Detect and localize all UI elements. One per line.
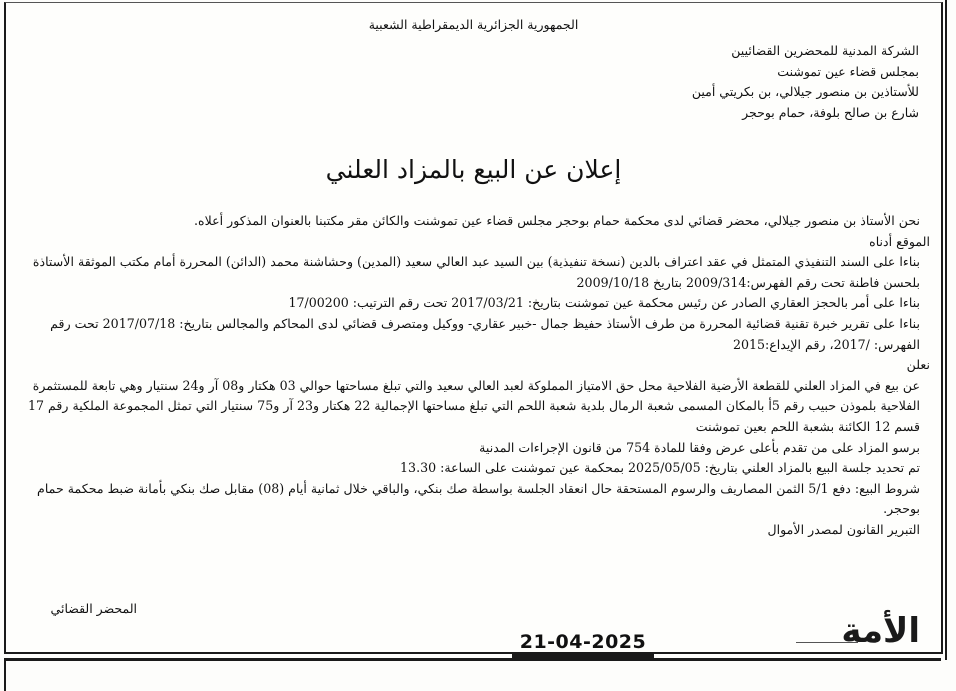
firm-address-block xyxy=(499,41,919,123)
intro-paragraph: نحن الأستاذ بن منصور جيلالي، محضر قضائي لدى محكمة حمام بوحجر مجلس قضاء عين تموشنت والكائن مقر مكتبنا بالعنوان المذكور أعلاه. xyxy=(194,213,920,228)
firm-line: للأستاذين بن منصور جيلالي، بن بكريتي أمين xyxy=(691,84,919,99)
announce-word: نعلن xyxy=(906,357,930,373)
firm-line: الشركة المدنية للمحضرين القضائيين xyxy=(731,43,919,58)
paragraph-funds-justification: التبرير القانون لمصدر الأموال xyxy=(767,521,920,537)
newspaper-logo-text: الأمة xyxy=(841,611,920,651)
paragraph-sale-conditions: شروط البيع: دفع 5/1 الثمن المصاريف والرسوم المستحقة حال انعقاد الجلسة بواسطة صك بنكي، والباقي خلال ثمانية أيام (08) مقابل صك بنكي بأمانة ضبط محكمة حمام بوحجر. xyxy=(37,480,920,517)
paragraph-property-description: عن بيع في المزاد العلني للقطعة الأرضية الفلاحية محل حق الامتياز المملوكة لعبد العالي سعيد والتي تبلغ مساحتها حوالي 03 هكتار و08 آر و24 سنتيار وهي تابعة للمستثمرة الفلاحية بلموذن حبيب رقم 5أ بالمكان المسمى شعبة الرمال بلدية شعبة اللحم التي تبلغ مساحتها الإجمالية 22 هكتار و23 آر و75 سنتيار التي تمثل المجموعة الملكية رقم 17 قسم 12 الكائنة بشعبة اللحم بعين تموشنت xyxy=(27,377,920,434)
announcement-title: إعلان عن البيع بالمزاد العلني xyxy=(325,155,622,184)
paragraph-seizure-order: بناءا على أمر بالحجز العقاري الصادر عن رئيس محكمة عين تموشنت بتاريخ: 2017/03/21 تحت رقم الترتيب: 17/00200 xyxy=(288,295,920,311)
logo-tagline-decoration xyxy=(796,642,858,649)
adjacent-column-border xyxy=(945,0,951,660)
paragraph-bid-award: برسو المزاد على من تقدم بأعلى عرض وفقا للمادة 754 من قانون الإجراءات المدنية xyxy=(479,439,920,455)
paragraph-expert-report: بناءا على تقرير خبرة تقنية قضائية المحررة من طرف الأستاذ حفيظ جمال -خبير عقاري- ووكيل ومتصرف قضائي لدى المحاكم والمجالس بتاريخ: 2017/07/18 تحت رقم الفهرس: /2017، رقم الإيداع:2015 xyxy=(50,315,920,352)
next-announcement-border xyxy=(4,658,941,691)
announcement-frame xyxy=(4,2,943,654)
announcement-body xyxy=(18,211,930,541)
republic-header: الجمهورية الجزائرية الديمقراطية الشعبية xyxy=(368,17,579,32)
paragraph-enforcement-title: بناءا على السند التنفيذي المتمثل في عقد اعتراف بالدين (نسخة تنفيذية) بين السيد عبد العالي سعيد (المدين) وحشاشنة محمد (الدائن) المحررة أمام مكتب الموثقة الأستاذة بلحسن فاطنة تحت رقم الفهرس:2009/314 بتاريخ 2009/10/18 xyxy=(32,254,920,290)
bailiff-signature: المحضر القضائي xyxy=(50,601,137,616)
firm-line: بمجلس قضاء عين تموشنت xyxy=(777,63,919,79)
firm-line: شارع بن صالح بلوفة، حمام بوحجر xyxy=(742,104,919,120)
signed-below-line: الموقع أدناه xyxy=(869,233,930,249)
paragraph-auction-date: تم تحديد جلسة البيع بالمزاد العلني بتاريخ: 2025/05/05 بمحكمة عين تموشنت على الساعة: 13.30 xyxy=(400,460,920,476)
publication-date: 21-04-2025 xyxy=(512,630,654,658)
newspaper-logo xyxy=(796,611,920,651)
